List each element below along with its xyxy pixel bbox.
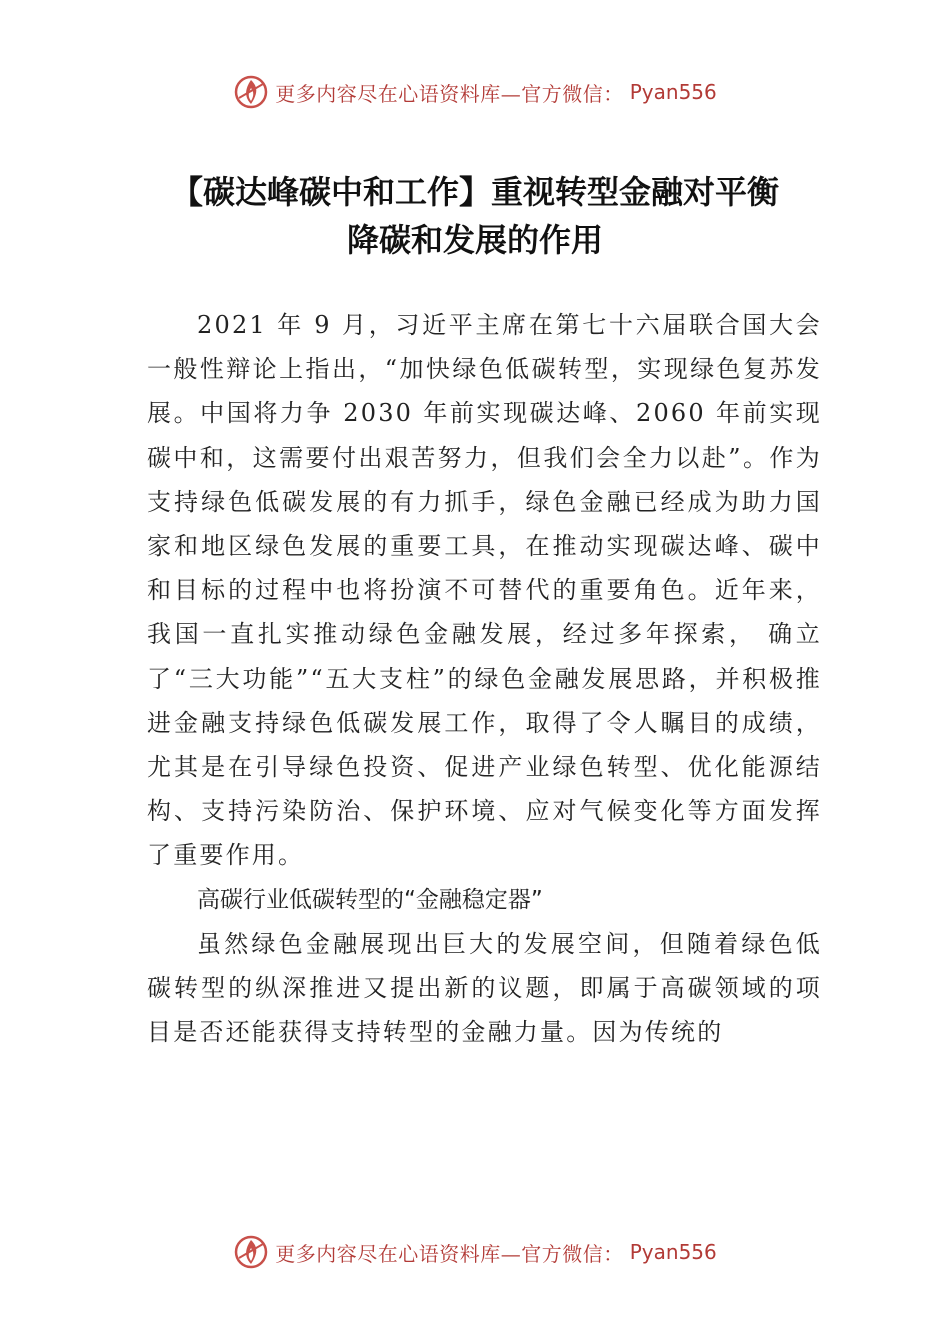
footer-watermark <box>0 1232 950 1272</box>
section-heading: 高碳行业低碳转型的“金融稳定器” <box>197 886 543 913</box>
watermark-wechat-handle: Pyan556 <box>629 1240 717 1264</box>
watermark-wechat-handle: Pyan556 <box>629 80 717 104</box>
body-paragraph-2: 虽然绿色金融展现出巨大的发展空间，但随着绿色低碳转型的纵深推进又提出新的议题，即属于高碳领域的项目是否还能获得支持转型的金融力量。因为传统的 <box>147 929 822 1047</box>
fire-circle-logo-icon <box>233 1234 269 1270</box>
body-paragraph-1: 2021 年 9 月，习近平主席在第七十六届联合国大会一般性辩论上指出，“加快绿色低碳转型，实现绿色复苏发展。中国将力争 2030 年前实现碳达峰、2060 年前实现碳中和，这需要付出艰苦努力，但我们会全力以赴”。作为支持绿色低碳发展的有力抓手，绿色金融已经成为助力国家和地区绿色发展的重要工具，在推动实现碳达峰、碳中和目标的过程中也将扮演不可替代的重要角色。近年来，我国一直扎实推动绿色金融发展，经过多年探索， 确立了“三大功能”“五大支柱”的绿色金融发展思路，并积极推进金融支持绿色低碳发展工作，取得了令人瞩目的成绩，尤其是在引导绿色投资、促进产业绿色转型、优化能源结构、支持污染防治、保护环境、应对气候变化等方面发挥了重要作用。 <box>147 311 822 870</box>
header-watermark <box>0 72 950 112</box>
title-line-2: 降碳和发展的作用 <box>346 221 603 259</box>
fire-circle-logo-icon <box>233 74 269 110</box>
document-body <box>147 303 822 1054</box>
document-title <box>130 168 820 264</box>
watermark-text: 更多内容尽在心语资料库—官方微信： <box>275 81 624 106</box>
watermark-text: 更多内容尽在心语资料库—官方微信： <box>275 1241 624 1266</box>
title-line-1: 【碳达峰碳中和工作】重视转型金融对平衡 <box>170 173 779 211</box>
